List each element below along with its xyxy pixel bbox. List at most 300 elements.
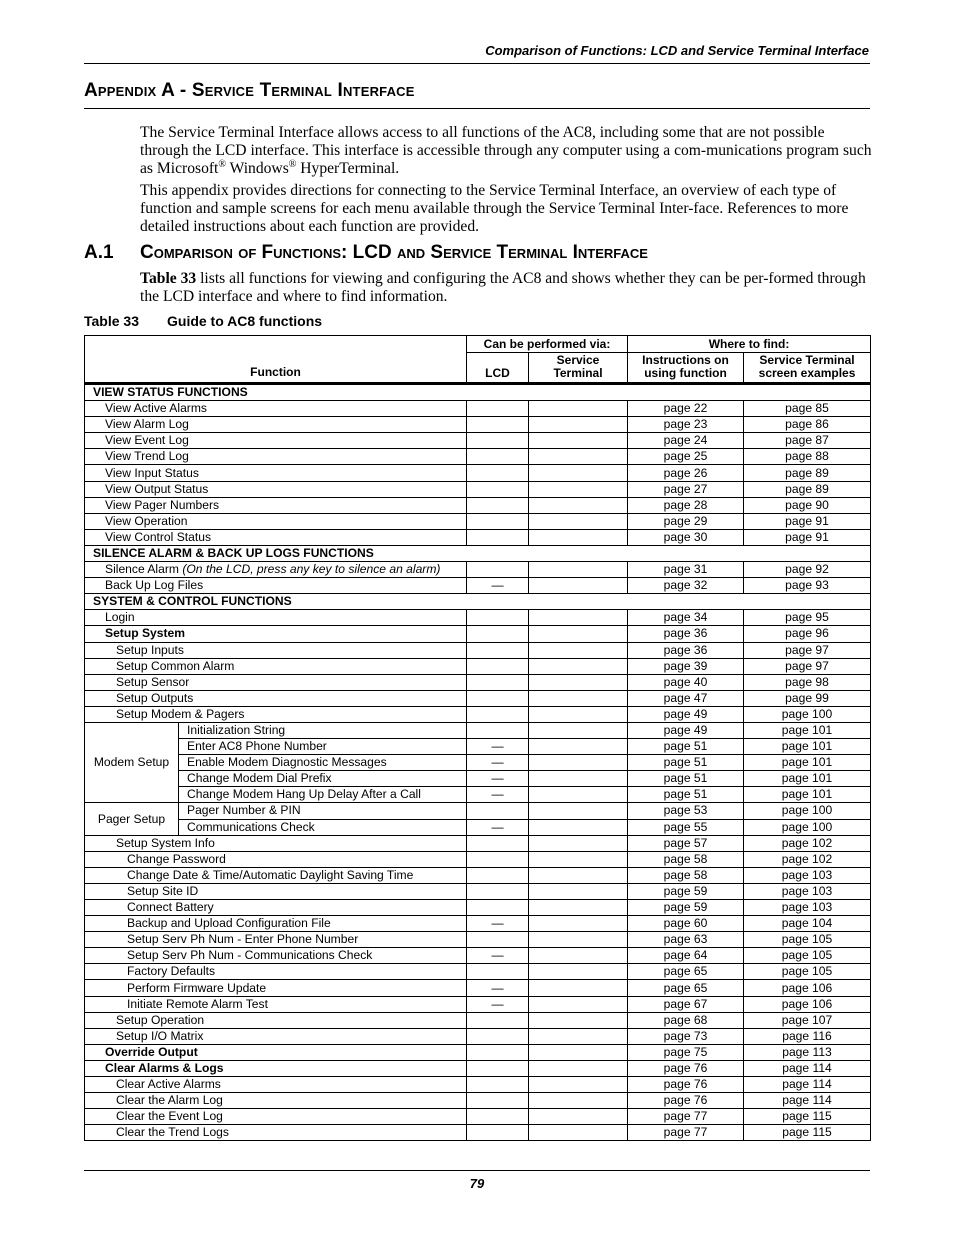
lcd-cell: — <box>467 739 529 755</box>
lcd-cell <box>467 497 529 513</box>
lcd-cell <box>467 1109 529 1125</box>
lcd-cell: — <box>467 996 529 1012</box>
terminal-cell <box>529 1093 628 1109</box>
examples-page: page 115 <box>744 1109 871 1125</box>
terminal-cell <box>529 610 628 626</box>
instructions-page: page 53 <box>628 803 744 819</box>
examples-page: page 115 <box>744 1125 871 1141</box>
table-row <box>85 722 871 738</box>
function-name: Setup System <box>105 626 185 641</box>
examples-page: page 92 <box>744 562 871 578</box>
lcd-cell: — <box>467 787 529 803</box>
header-rule <box>84 63 870 64</box>
examples-page: page 105 <box>744 964 871 980</box>
table-row <box>85 449 871 465</box>
table-row <box>85 1109 871 1125</box>
terminal-cell <box>529 883 628 899</box>
function-label: Change Modem Hang Up Delay After a Call <box>179 787 467 803</box>
instructions-page: page 47 <box>628 690 744 706</box>
lcd-cell <box>467 835 529 851</box>
function-label <box>85 1125 467 1141</box>
terminal-cell <box>529 1028 628 1044</box>
table-row <box>85 626 871 642</box>
table-row <box>85 771 871 787</box>
instructions-page: page 51 <box>628 739 744 755</box>
terminal-cell <box>529 465 628 481</box>
function-label: Enter AC8 Phone Number <box>179 739 467 755</box>
table-row <box>85 1125 871 1141</box>
table-row <box>85 529 871 545</box>
lcd-cell <box>467 610 529 626</box>
terminal-cell <box>529 1109 628 1125</box>
examples-page: page 100 <box>744 706 871 722</box>
function-label <box>85 1044 467 1060</box>
terminal-cell <box>529 755 628 771</box>
instructions-page: page 25 <box>628 449 744 465</box>
function-label: Enable Modem Diagnostic Messages <box>179 755 467 771</box>
col-header-instructions: Instructions on using function <box>628 353 744 384</box>
lcd-cell <box>467 1125 529 1141</box>
examples-page: page 114 <box>744 1093 871 1109</box>
function-label: Pager Number & PIN <box>179 803 467 819</box>
terminal-cell <box>529 867 628 883</box>
function-label <box>85 562 467 578</box>
lcd-cell <box>467 481 529 497</box>
table-row <box>85 867 871 883</box>
instructions-page: page 40 <box>628 674 744 690</box>
terminal-cell <box>529 481 628 497</box>
lcd-cell <box>467 900 529 916</box>
instructions-page: page 76 <box>628 1077 744 1093</box>
table-row <box>85 513 871 529</box>
function-label <box>85 916 467 932</box>
function-name: Setup Serv Ph Num - Enter Phone Number <box>127 932 359 947</box>
examples-page: page 106 <box>744 996 871 1012</box>
function-name: Change Password <box>127 851 226 866</box>
lcd-cell <box>467 642 529 658</box>
examples-page: page 96 <box>744 626 871 642</box>
terminal-cell <box>529 1044 628 1060</box>
function-label <box>85 1012 467 1028</box>
lcd-cell <box>467 513 529 529</box>
table-row <box>85 1060 871 1076</box>
examples-page: page 113 <box>744 1044 871 1060</box>
lcd-cell <box>467 1044 529 1060</box>
function-label <box>85 658 467 674</box>
examples-page: page 103 <box>744 883 871 899</box>
examples-page: page 87 <box>744 433 871 449</box>
function-name: Login <box>105 610 135 625</box>
terminal-cell <box>529 932 628 948</box>
function-name: Override Output <box>105 1044 198 1059</box>
table-row <box>85 433 871 449</box>
function-label <box>85 1109 467 1125</box>
table-row <box>85 1012 871 1028</box>
instructions-page: page 51 <box>628 755 744 771</box>
section-body: lists all functions for viewing and configuring the AC8 and shows whether they can be per-formed through the LCD interface and where to find information. <box>140 270 866 305</box>
examples-page: page 98 <box>744 674 871 690</box>
function-name: Setup Common Alarm <box>116 658 235 673</box>
examples-page: page 105 <box>744 932 871 948</box>
table-row <box>85 819 871 835</box>
function-label <box>85 964 467 980</box>
table-row <box>85 964 871 980</box>
instructions-page: page 39 <box>628 658 744 674</box>
lcd-cell <box>467 722 529 738</box>
functions-table <box>84 335 871 1141</box>
function-name: Clear Alarms & Logs <box>105 1060 224 1075</box>
table-row <box>85 996 871 1012</box>
instructions-page: page 49 <box>628 706 744 722</box>
examples-page: page 91 <box>744 513 871 529</box>
lcd-cell <box>467 449 529 465</box>
lcd-cell <box>467 626 529 642</box>
instructions-page: page 64 <box>628 948 744 964</box>
lcd-cell <box>467 401 529 417</box>
terminal-cell <box>529 948 628 964</box>
examples-page: page 101 <box>744 787 871 803</box>
examples-page: page 100 <box>744 819 871 835</box>
group-header-where: Where to find: <box>628 336 871 353</box>
examples-page: page 95 <box>744 610 871 626</box>
terminal-cell <box>529 513 628 529</box>
instructions-page: page 58 <box>628 867 744 883</box>
examples-page: page 101 <box>744 722 871 738</box>
instructions-page: page 65 <box>628 980 744 996</box>
examples-page: page 114 <box>744 1077 871 1093</box>
table-row <box>85 900 871 916</box>
page-number: 79 <box>469 1176 485 1191</box>
examples-page: page 102 <box>744 851 871 867</box>
function-name: Connect Battery <box>127 900 214 915</box>
function-name: Setup Inputs <box>116 642 184 657</box>
lcd-cell: — <box>467 948 529 964</box>
function-label <box>85 513 467 529</box>
table-row <box>85 465 871 481</box>
function-name: Setup Outputs <box>116 690 194 705</box>
function-label <box>85 706 467 722</box>
table-section-row <box>85 384 871 401</box>
instructions-page: page 67 <box>628 996 744 1012</box>
function-name: Perform Firmware Update <box>127 980 267 995</box>
examples-page: page 97 <box>744 642 871 658</box>
table-section-row <box>85 594 871 610</box>
terminal-cell <box>529 1060 628 1076</box>
function-name: Silence Alarm <box>105 562 183 577</box>
lcd-cell <box>467 658 529 674</box>
terminal-cell <box>529 771 628 787</box>
function-label <box>85 883 467 899</box>
examples-page: page 91 <box>744 529 871 545</box>
function-name: Clear Active Alarms <box>116 1077 221 1092</box>
lcd-cell <box>467 964 529 980</box>
table-section-row <box>85 545 871 561</box>
intro-text-a: The Service Terminal Interface allows access to all functions of the AC8, including some that are not possible through the LCD interface. This interface is accessible through any computer using a com-munications program such as Microsoft <box>140 124 872 177</box>
terminal-cell <box>529 1125 628 1141</box>
function-name: View Operation <box>105 513 188 528</box>
instructions-page: page 27 <box>628 481 744 497</box>
instructions-page: page 59 <box>628 883 744 899</box>
function-label <box>85 996 467 1012</box>
lcd-cell <box>467 417 529 433</box>
function-name: Setup Sensor <box>116 674 190 689</box>
instructions-page: page 68 <box>628 1012 744 1028</box>
examples-page: page 116 <box>744 1028 871 1044</box>
lcd-cell <box>467 1093 529 1109</box>
table-reference: Table 33 <box>140 270 197 287</box>
col-header-examples: Service Terminal screen examples <box>744 353 871 384</box>
group-label: Pager Setup <box>85 803 179 835</box>
footer-rule <box>84 1170 870 1171</box>
examples-page: page 101 <box>744 771 871 787</box>
section-number: A.1 <box>84 242 114 263</box>
function-name: Setup System Info <box>116 835 215 850</box>
examples-page: page 90 <box>744 497 871 513</box>
terminal-cell <box>529 996 628 1012</box>
function-name: Setup Serv Ph Num - Communications Check <box>127 948 373 963</box>
lcd-cell <box>467 932 529 948</box>
group-label: Modem Setup <box>85 722 179 802</box>
terminal-cell <box>529 1012 628 1028</box>
terminal-cell <box>529 980 628 996</box>
table-row <box>85 1093 871 1109</box>
table-row <box>85 1044 871 1060</box>
lcd-cell: — <box>467 916 529 932</box>
function-label <box>85 481 467 497</box>
function-label <box>85 465 467 481</box>
examples-page: page 93 <box>744 578 871 594</box>
lcd-cell: — <box>467 819 529 835</box>
terminal-cell <box>529 578 628 594</box>
instructions-page: page 36 <box>628 642 744 658</box>
function-label <box>85 690 467 706</box>
section-label: VIEW STATUS FUNCTIONS <box>85 384 871 401</box>
table-row <box>85 787 871 803</box>
instructions-page: page 59 <box>628 900 744 916</box>
table-row <box>85 1077 871 1093</box>
function-name: View Event Log <box>105 433 189 448</box>
lcd-cell: — <box>467 980 529 996</box>
function-label <box>85 674 467 690</box>
running-header: Comparison of Functions: LCD and Service Terminal Interface <box>485 43 869 58</box>
col-header-function: Function <box>85 336 467 384</box>
lcd-cell <box>467 433 529 449</box>
table-row <box>85 578 871 594</box>
function-label <box>85 449 467 465</box>
intro-text-c: HyperTerminal. <box>296 160 400 177</box>
instructions-page: page 55 <box>628 819 744 835</box>
section-title: Comparison of Functions: LCD and Service Terminal Interface <box>140 242 648 263</box>
instructions-page: page 63 <box>628 932 744 948</box>
function-label <box>85 626 467 642</box>
examples-page: page 86 <box>744 417 871 433</box>
examples-page: page 103 <box>744 867 871 883</box>
lcd-cell <box>467 529 529 545</box>
instructions-page: page 30 <box>628 529 744 545</box>
terminal-cell <box>529 964 628 980</box>
terminal-cell <box>529 417 628 433</box>
function-name: Clear the Alarm Log <box>116 1093 223 1108</box>
table-row <box>85 980 871 996</box>
lcd-cell <box>467 867 529 883</box>
instructions-page: page 51 <box>628 787 744 803</box>
instructions-page: page 34 <box>628 610 744 626</box>
instructions-page: page 73 <box>628 1028 744 1044</box>
table-row <box>85 932 871 948</box>
instructions-page: page 49 <box>628 722 744 738</box>
table-row <box>85 916 871 932</box>
function-label <box>85 980 467 996</box>
table-row <box>85 1028 871 1044</box>
terminal-cell <box>529 626 628 642</box>
instructions-page: page 60 <box>628 916 744 932</box>
function-label <box>85 497 467 513</box>
function-label <box>85 417 467 433</box>
function-label <box>85 642 467 658</box>
col-header-lcd: LCD <box>467 353 529 384</box>
intro-text-b: Windows <box>226 160 289 177</box>
table-caption-label: Table 33 <box>84 313 139 329</box>
section-heading <box>84 242 648 264</box>
table-row <box>85 851 871 867</box>
examples-page: page 105 <box>744 948 871 964</box>
function-label <box>85 900 467 916</box>
instructions-page: page 29 <box>628 513 744 529</box>
terminal-cell <box>529 739 628 755</box>
lcd-cell <box>467 1012 529 1028</box>
lcd-cell <box>467 706 529 722</box>
table-caption <box>84 313 322 329</box>
function-name: View Alarm Log <box>105 417 189 432</box>
terminal-cell <box>529 658 628 674</box>
function-name: Clear the Trend Logs <box>116 1125 229 1140</box>
table-row <box>85 401 871 417</box>
table-row <box>85 562 871 578</box>
examples-page: page 99 <box>744 690 871 706</box>
function-name: View Control Status <box>105 529 211 544</box>
group-header-performed: Can be performed via: <box>467 336 628 353</box>
lcd-cell <box>467 674 529 690</box>
function-label <box>85 1028 467 1044</box>
function-label: Change Modem Dial Prefix <box>179 771 467 787</box>
instructions-page: page 23 <box>628 417 744 433</box>
examples-page: page 89 <box>744 481 871 497</box>
instructions-page: page 75 <box>628 1044 744 1060</box>
lcd-cell <box>467 803 529 819</box>
terminal-cell <box>529 819 628 835</box>
function-name: Setup Modem & Pagers <box>116 706 245 721</box>
examples-page: page 107 <box>744 1012 871 1028</box>
lcd-cell <box>467 883 529 899</box>
examples-page: page 106 <box>744 980 871 996</box>
examples-page: page 100 <box>744 803 871 819</box>
appendix-title: Appendix A - Service Terminal Interface <box>84 80 415 101</box>
terminal-cell <box>529 529 628 545</box>
function-name: View Active Alarms <box>105 401 207 416</box>
lcd-cell <box>467 1028 529 1044</box>
table-row <box>85 883 871 899</box>
function-name: Clear the Event Log <box>116 1109 223 1124</box>
lcd-cell: — <box>467 755 529 771</box>
function-label <box>85 948 467 964</box>
examples-page: page 101 <box>744 755 871 771</box>
function-label <box>85 1060 467 1076</box>
table-row <box>85 674 871 690</box>
table-row <box>85 755 871 771</box>
terminal-cell <box>529 433 628 449</box>
table-row <box>85 803 871 819</box>
registered-mark: ® <box>218 158 226 170</box>
appendix-rule <box>84 108 870 109</box>
terminal-cell <box>529 401 628 417</box>
terminal-cell <box>529 690 628 706</box>
function-name: Initiate Remote Alarm Test <box>127 996 268 1011</box>
function-name: Setup I/O Matrix <box>116 1028 204 1043</box>
function-name: Change Date & Time/Automatic Daylight Saving Time <box>127 867 414 882</box>
table-caption-title: Guide to AC8 functions <box>167 313 323 329</box>
instructions-page: page 58 <box>628 851 744 867</box>
instructions-page: page 65 <box>628 964 744 980</box>
function-name: Setup Site ID <box>127 883 199 898</box>
instructions-page: page 51 <box>628 771 744 787</box>
instructions-page: page 57 <box>628 835 744 851</box>
lcd-cell <box>467 1077 529 1093</box>
instructions-page: page 76 <box>628 1093 744 1109</box>
lcd-cell <box>467 851 529 867</box>
terminal-cell <box>529 900 628 916</box>
function-label <box>85 1077 467 1093</box>
terminal-cell <box>529 562 628 578</box>
section-paragraph <box>140 270 872 306</box>
terminal-cell <box>529 497 628 513</box>
lcd-cell <box>467 1060 529 1076</box>
table-row <box>85 642 871 658</box>
instructions-page: page 28 <box>628 497 744 513</box>
table-body <box>85 384 871 1141</box>
examples-page: page 85 <box>744 401 871 417</box>
function-label <box>85 529 467 545</box>
examples-page: page 114 <box>744 1060 871 1076</box>
function-note: (On the LCD, press any key to silence an alarm) <box>182 562 441 577</box>
terminal-cell <box>529 642 628 658</box>
instructions-page: page 24 <box>628 433 744 449</box>
table-row <box>85 481 871 497</box>
examples-page: page 97 <box>744 658 871 674</box>
intro-paragraph-1 <box>140 124 872 178</box>
function-label <box>85 835 467 851</box>
function-name: Backup and Upload Configuration File <box>127 916 331 931</box>
function-name: View Input Status <box>105 465 199 480</box>
terminal-cell <box>529 706 628 722</box>
terminal-cell <box>529 803 628 819</box>
function-name: Setup Operation <box>116 1012 205 1027</box>
examples-page: page 103 <box>744 900 871 916</box>
section-label: SILENCE ALARM & BACK UP LOGS FUNCTIONS <box>85 545 871 561</box>
table-row <box>85 610 871 626</box>
function-label <box>85 610 467 626</box>
instructions-page: page 31 <box>628 562 744 578</box>
function-name: View Trend Log <box>105 449 189 464</box>
function-label <box>85 578 467 594</box>
examples-page: page 89 <box>744 465 871 481</box>
lcd-cell: — <box>467 771 529 787</box>
instructions-page: page 77 <box>628 1125 744 1141</box>
instructions-page: page 22 <box>628 401 744 417</box>
terminal-cell <box>529 722 628 738</box>
function-label: Initialization String <box>179 722 467 738</box>
function-name: View Pager Numbers <box>105 497 220 512</box>
terminal-cell <box>529 674 628 690</box>
